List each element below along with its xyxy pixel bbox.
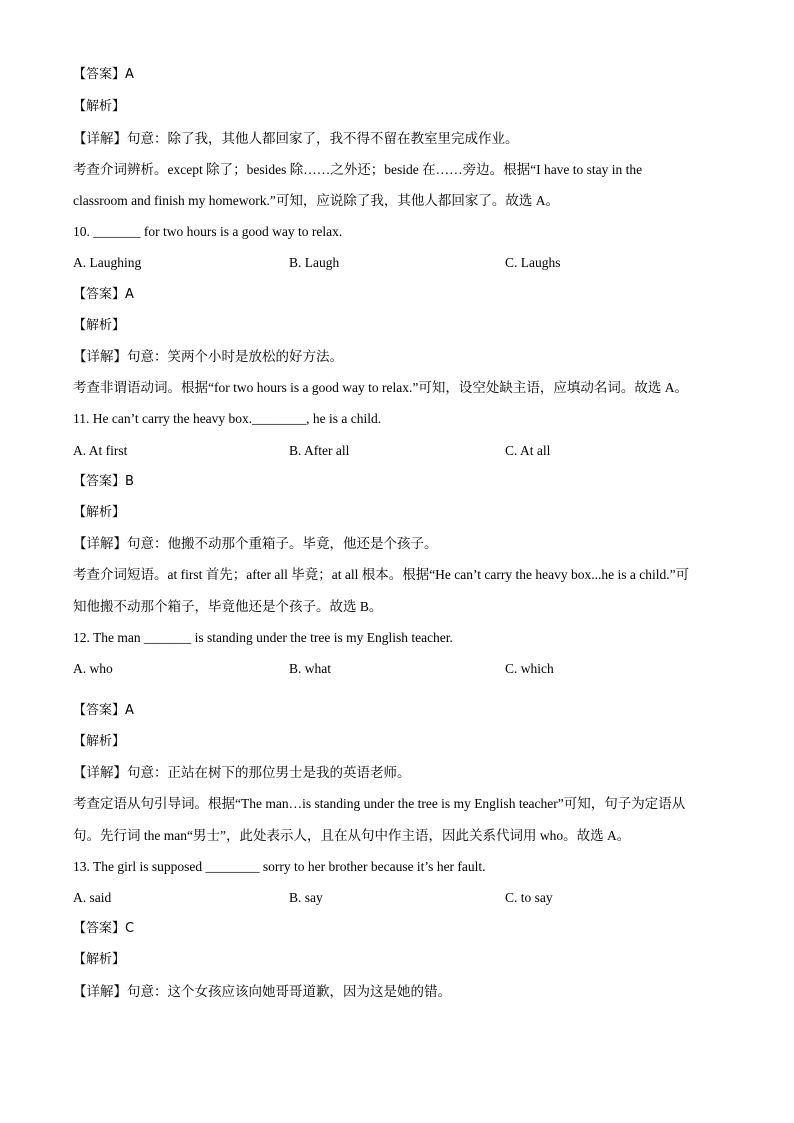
option-b: B. say — [289, 890, 323, 905]
detail-text: 考查定语从句引导词。根据“The man…is standing under the tree is my English teacher”可知，句子为定语从 — [73, 796, 686, 811]
option-a: A. At first — [73, 443, 128, 458]
detail-text: 【详解】句意：笑两个小时是放松的好方法。 — [73, 349, 343, 364]
question-text: 12. The man _______ is standing under the tree is my English teacher. — [73, 630, 453, 645]
detail-text: 【详解】句意：除了我，其他人都回家了，我不得不留在教室里完成作业。 — [73, 131, 519, 146]
answer-label: 【答案】A — [73, 67, 134, 82]
question-text: 10. _______ for two hours is a good way to relax. — [73, 224, 343, 239]
detail-text: 考查非谓语动词。根据“for two hours is a good way to relax.”可知，设空处缺主语，应填动名词。故选 A。 — [73, 380, 688, 395]
detail-text: 考查介词短语。at first 首先；after all 毕竟；at all 根本。根据“He can’t carry the heavy box...he is a child.”可 — [73, 567, 690, 582]
analysis-label: 【解析】 — [73, 505, 126, 520]
analysis-label: 【解析】 — [73, 99, 126, 114]
detail-text: 考查介词辨析。except 除了；besides 除……之外还；beside 在……旁边。根据“I have to stay in the — [73, 162, 643, 177]
option-b: B. Laugh — [289, 255, 340, 270]
answer-label: 【答案】A — [73, 703, 134, 718]
option-a: A. said — [73, 890, 112, 905]
option-a: A. Laughing — [73, 255, 142, 270]
analysis-label: 【解析】 — [73, 318, 126, 333]
option-c: C. At all — [505, 443, 551, 458]
option-c: C. which — [505, 661, 554, 676]
option-a: A. who — [73, 661, 113, 676]
detail-text: 句。先行词 the man“男士”，此处表示人，且在从句中作主语，因此关系代词用 who。故选 A。 — [73, 828, 631, 843]
option-c: C. to say — [505, 890, 553, 905]
analysis-label: 【解析】 — [73, 734, 126, 749]
answer-label: 【答案】C — [73, 921, 135, 936]
detail-text: 【详解】句意：这个女孩应该向她哥哥道歉，因为这是她的错。 — [73, 984, 451, 999]
answer-label: 【答案】B — [73, 474, 134, 489]
option-b: B. After all — [289, 443, 350, 458]
option-c: C. Laughs — [505, 255, 561, 270]
option-b: B. what — [289, 661, 331, 676]
analysis-label: 【解析】 — [73, 952, 126, 967]
detail-text: 【详解】句意：正站在树下的那位男士是我的英语老师。 — [73, 765, 411, 780]
detail-text: 知他搬不动那个箱子，毕竟他还是个孩子。故选 B。 — [73, 599, 383, 614]
question-text: 13. The girl is supposed ________ sorry to her brother because it’s her fault. — [73, 859, 486, 874]
question-text: 11. He can’t carry the heavy box.________, he is a child. — [73, 411, 382, 426]
answer-label: 【答案】A — [73, 287, 134, 302]
detail-text: classroom and finish my homework.”可知，应说除了我，其他人都回家了。故选 A。 — [73, 193, 559, 208]
detail-text: 【详解】句意：他搬不动那个重箱子。毕竟，他还是个孩子。 — [73, 536, 438, 551]
